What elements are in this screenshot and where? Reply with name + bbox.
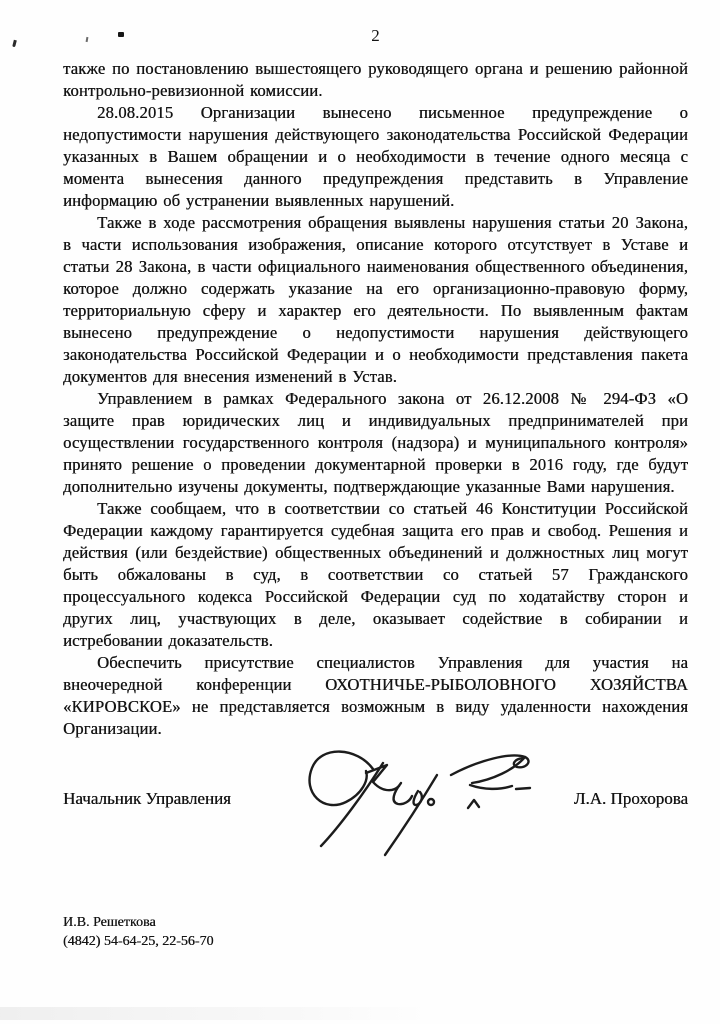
paragraph-conference: Обеспечить присутствие специалистов Управления для участия на внеочередной конференции ОХОТНИЧЬЕ-РЫБОЛОВНОГО ХОЗЯЙСТВА «КИРОВСКОЕ» не представляется возможным в виду удаленности нахождения Организации. <box>63 653 688 738</box>
paragraph-warning-2015: 28.08.2015 Организации вынесено письменное предупреждение о недопустимости нарушения действующего законодательства Российской Федерации указанных в Вашем обращении и о необходимости в течение одного месяца с момента вынесения данного предупреждения представить в Управление информацию об устранении выявленных нарушений. <box>63 103 688 210</box>
paragraph-court-rights: Также сообщаем, что в соответствии со статьей 46 Конституции Российской Федерации каждому гарантируется судебная защита его прав и свобод. Решения и действия (или бездействие) общественных объединений и должностных лиц могут быть обжалованы в суд, в соответствии со статьей 57 Гражданского процессуального кодекса Российской Федерации суд по ходатайству сторон и других лиц, участвующих в деле, оказывает содействие в собирании и истребовании доказательств. <box>63 499 688 650</box>
paragraph-violations: Также в ходе рассмотрения обращения выявлены нарушения статьи 20 Закона, в части использования изображения, описание которого отсутствует в Уставе и статьи 28 Закона, в части официального наименования общественного объединения, которое должно содержать указание на его организационно-правовую форму, территориальную сферу и характер его деятельности. По выявленным фактам вынесено предупреждение о недопустимости нарушения действующего законодательства Российской Федерации и о необходимости представления пакета документов для внесения изменений в Устав. <box>63 213 688 386</box>
executor-name: И.В. Решеткова <box>63 915 156 930</box>
letter-body <box>63 58 688 740</box>
scan-speck-icon <box>12 40 17 48</box>
paragraph-continuation: также по постановлению вышестоящего руководящего органа и решению районной контрольно-ревизионной комиссии. <box>63 59 688 100</box>
handwritten-signature-icon <box>283 742 563 860</box>
executor-phone: (4842) 54-64-25, 22-56-70 <box>63 934 214 949</box>
scan-edge-artifact <box>0 1007 432 1020</box>
paragraph-inspection: Управлением в рамках Федерального закона от 26.12.2008 № 294-ФЗ «О защите прав юридических лиц и индивидуальных предпринимателей при осуществлении государственного контроля (надзора) и муниципального контроля» принято решение о проведении документарной проверки в 2016 году, где будут дополнительно изучены документы, подтверждающие указанные Вами нарушения. <box>63 389 688 496</box>
signatory-name: Л.А. Прохорова <box>573 789 688 808</box>
signatory-position: Начальник Управления <box>63 789 231 808</box>
page-number: 2 <box>371 26 380 45</box>
executor-block <box>63 913 213 951</box>
